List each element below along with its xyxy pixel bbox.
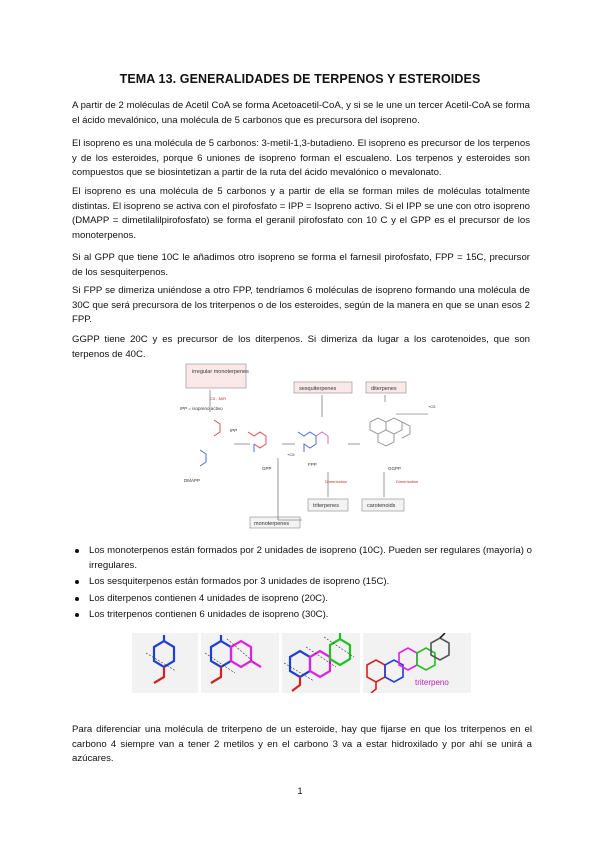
paragraph-isopreno: El isopreno es una molécula de 5 carbonos: 3-metil-1,3-butadieno. El isopreno es precursor de los terpenos y de los esteroides, porque 6 uniones de isopreno forman el escualeno. Los terpenos y esteroides son compuestos que se biosintetizan a partir de la ruta del ácido mevalónico o mevalonato. xyxy=(72,138,530,178)
c5-mir-label: C5 - MIR xyxy=(210,396,226,401)
sesquiterpenes-label: sesquiterpenes xyxy=(299,386,337,392)
carotenoids-label: carotenoids xyxy=(367,503,396,509)
triterpeno-label: triterpeno xyxy=(415,678,449,687)
bullet-icon xyxy=(75,580,79,584)
bullet-icon xyxy=(75,549,79,553)
dimerization-label-1: Dimerization xyxy=(325,479,348,484)
bullet-text: Los diterpenos contienen 4 unidades de isopreno (20C). xyxy=(89,592,328,604)
ipp-label: IPP xyxy=(230,428,238,433)
gpp-label: GPP xyxy=(262,466,272,471)
list-item xyxy=(72,575,532,590)
terpene-bullet-list xyxy=(72,544,532,625)
ggpp-label: GGPP xyxy=(388,466,402,471)
diterpene-thumbnail xyxy=(282,633,360,693)
monoterpenes-label: monoterpenes xyxy=(254,521,290,527)
paragraph-final: Para diferenciar una molécula de triterpeno de un esteroide, hay que fijarse en que los triterpenos en el carbono 4 siempre van a tener 2 metilos y en el carbono 3 va a estar hidroxilado y por ahí se unirá a azúcares. xyxy=(72,724,532,764)
paragraph-ipp: El isopreno es una molécula de 5 carbonos y a partir de ella se forman miles de moléculas totalmente distintas. El isopreno se activa con el pirofosfato = IPP = Isopreno activo. Si el IPP se une con otro isopreno (DMAPP = dimetilalilpirofosfato) se forma el geranil pirofosfato con 10 C y el GPP es el precursor de los monoterpenos. xyxy=(72,186,530,241)
bullet-icon xyxy=(75,613,79,617)
list-item xyxy=(72,608,532,623)
triterpene-thumbnail xyxy=(363,633,471,693)
bullet-text: Los monoterpenos están formados por 2 unidades de isopreno (10C). Pueden ser regulares (mayoría) o irregulares. xyxy=(89,545,532,571)
triterpenes-label: triterpenes xyxy=(313,503,339,509)
page-number: 1 xyxy=(297,786,303,797)
c5-label-2: +C5 xyxy=(428,404,436,409)
fpp-label: FPP xyxy=(308,462,317,467)
ipp-active-label: IPP = isopreno activo xyxy=(180,406,223,411)
paragraph-dimerization: Si FPP se dimeriza uniéndose a otro FPP, tendríamos 6 moléculas de isopreno formando una molécula de 30C que será precursora de los triterpenos o de los esteroides, según de la manera en que se unan esos 2 FPP. xyxy=(72,285,530,325)
dimerization-label-2: Dimerization xyxy=(396,479,419,484)
bullet-text: Los triterpenos contienen 6 unidades de isopreno (30C). xyxy=(89,609,329,620)
paragraph-fpp: Si al GPP que tiene 10C le añadimos otro isopreno se forma el farnesil pirofosfato, FPP = 15C, precursor de los sesquiterpenos. xyxy=(72,252,530,278)
terpene-pathway-diagram xyxy=(170,362,438,534)
dmapp-label: DMAPP xyxy=(184,478,201,483)
page-title: TEMA 13. GENERALIDADES DE TERPENOS Y ESTEROIDES xyxy=(119,72,481,86)
list-item xyxy=(72,592,532,607)
bullet-text: Los sesquiterpenos están formados por 3 unidades de isopreno (15C). xyxy=(89,576,390,587)
monoterpene-thumbnail xyxy=(132,633,198,693)
bullet-icon xyxy=(75,597,79,601)
irregular-monoterpenes-box xyxy=(186,364,246,388)
list-item xyxy=(72,544,532,573)
paragraph-ggpp: GGPP tiene 20C y es precursor de los diterpenos. Si dimeriza da lugar a los carotenoides, que son terpenos de 40C. xyxy=(72,334,530,360)
paragraph-acetilcoa: A partir de 2 moléculas de Acetil CoA se forma Acetoacetil-CoA, y si se le une un tercer Acetil-CoA se forma el ácido mevalónico, una molécula de 5 carbonos que es precursora del isopreno. xyxy=(72,100,530,126)
c5-label-1: +C5 xyxy=(287,452,295,457)
sesquiterpene-thumbnail xyxy=(201,633,279,693)
diterpenes-label: diterpenes xyxy=(371,386,397,392)
irregular-monoterpenes-label: irregular monoterpenes xyxy=(192,369,249,375)
molecule-sketches xyxy=(200,418,410,466)
